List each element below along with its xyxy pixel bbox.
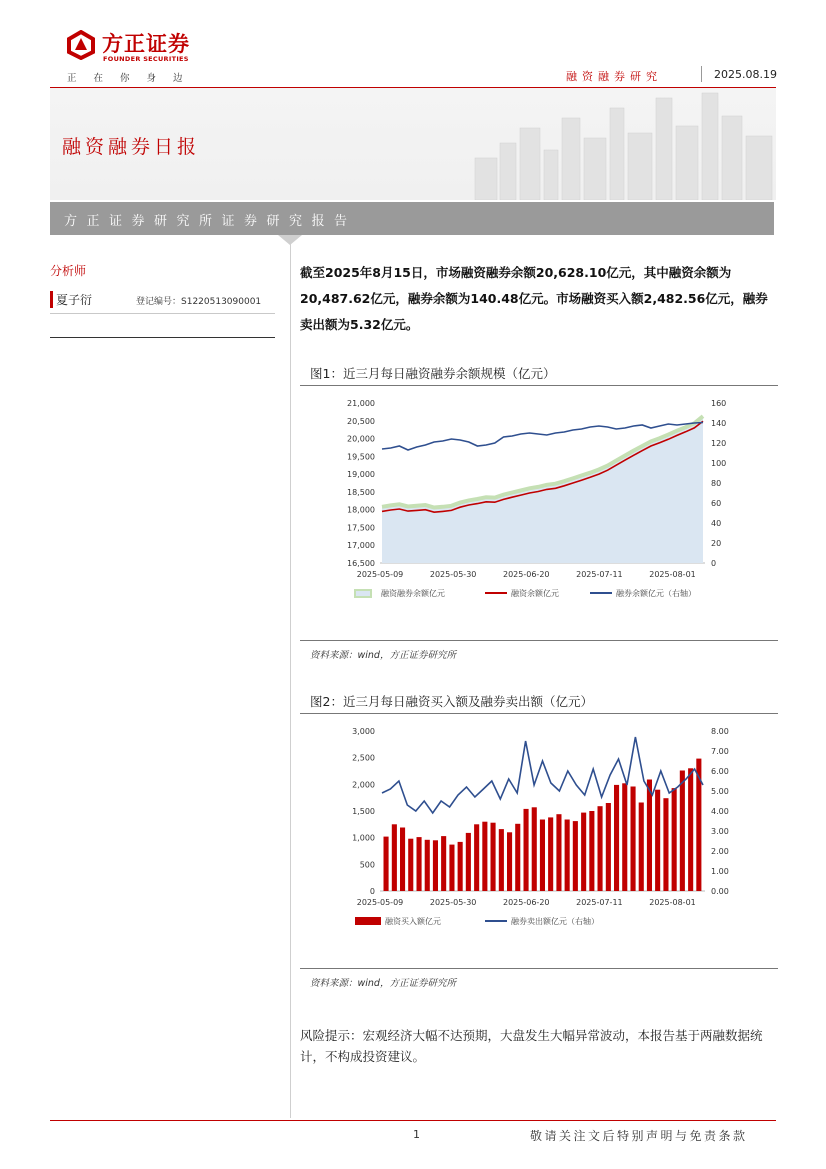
fig2-left-tick-label: 3,000 [352, 727, 375, 736]
analyst-registration: 登记编号：S1220513090001 [136, 297, 262, 307]
figure1-source: 资料来源：wind，方正证券研究所 [310, 650, 456, 661]
fig1-right-tick-label: 140 [711, 419, 727, 428]
figure1-top-rule [300, 385, 778, 386]
fig1-x-tick-label: 2025-06-20 [503, 570, 550, 579]
fig2-bar [466, 833, 471, 891]
fig2-bar [581, 813, 586, 891]
fig2-bar [540, 820, 545, 892]
analyst-name: 夏子衍 [56, 293, 93, 307]
fig2-bar [548, 817, 553, 891]
fig2-left-tick-label: 500 [359, 860, 375, 870]
fig1-x-tick-label: 2025-08-01 [649, 570, 696, 579]
header-separator [701, 66, 702, 82]
fig2-bar [392, 824, 397, 891]
report-category: 融资融券研究 [566, 70, 662, 83]
fig2-bar [400, 828, 405, 892]
fig1-left-tick-label: 16,500 [347, 559, 375, 568]
fig2-bar [507, 832, 512, 891]
fig2-x-tick-label: 2025-05-30 [429, 898, 477, 907]
fig2-right-tick-label: 1.00 [711, 867, 729, 876]
fig2-bar [614, 785, 619, 891]
founder-logo-icon [66, 30, 96, 60]
fig2-bar [589, 811, 594, 891]
fig2-bar [573, 821, 578, 891]
fig1-left-tick-label: 20,000 [347, 434, 375, 444]
figure2-chart [300, 716, 778, 966]
fig2-bar [672, 788, 677, 891]
fig1-right-tick-label: 120 [711, 439, 727, 448]
fig1-left-tick-label: 19,000 [347, 470, 375, 480]
fig2-left-tick-label: 1,000 [352, 833, 375, 843]
fig2-right-tick-label: 2.00 [711, 847, 729, 856]
fig2-left-tick-label: 1,500 [352, 807, 375, 816]
fig1-left-tick-label: 17,500 [347, 523, 375, 533]
logo-english: FOUNDER SECURITIES [103, 55, 189, 63]
analyst-marker [50, 291, 53, 308]
fig2-right-tick-label: 6.00 [711, 767, 729, 776]
fig2-x-tick-label: 2025-08-01 [649, 898, 696, 907]
fig2-right-tick-label: 5.00 [711, 787, 729, 796]
fig2-bar [417, 837, 422, 891]
fig2-x-tick-label: 2025-07-11 [576, 898, 623, 907]
fig2-bar [425, 840, 430, 891]
fig2-series-line [382, 737, 703, 813]
fig2-x-tick-label: 2025-05-09 [356, 898, 404, 907]
fig2-legend-label: 融券卖出额亿元（右轴） [511, 917, 599, 926]
fig2-bar [565, 820, 570, 892]
report-type-text: 方正证券研究所证券研究报告 [64, 214, 357, 229]
fig2-bar [622, 783, 627, 891]
fig2-bar [515, 824, 520, 891]
fig2-bar [433, 840, 438, 891]
analyst-heading: 分析师 [50, 264, 87, 278]
fig1-left-tick-label: 17,000 [347, 541, 375, 551]
fig2-bar [491, 823, 496, 891]
fig1-left-tick-label: 18,000 [347, 505, 375, 515]
fig2-x-tick-label: 2025-06-20 [503, 898, 550, 907]
page-number: 1 [413, 1128, 420, 1141]
fig2-legend-label: 融资买入额亿元 [385, 917, 441, 926]
figure2-top-rule [300, 713, 778, 714]
fig2-right-tick-label: 3.00 [711, 827, 729, 836]
slogan: 正在你身边 [67, 73, 200, 84]
figure2-title: 图2：近三月每日融资买入额及融券卖出额（亿元） [310, 694, 593, 709]
fig2-bar [647, 780, 652, 892]
fig1-x-tick-label: 2025-07-11 [576, 570, 623, 579]
fig1-right-tick-label: 100 [711, 459, 727, 468]
figure1-chart [300, 388, 778, 638]
fig1-left-tick-label: 19,500 [347, 452, 375, 462]
fig1-x-tick-label: 2025-05-09 [356, 570, 404, 579]
fig2-left-tick-label: 0 [369, 887, 375, 896]
fig2-bar [482, 822, 487, 891]
fig2-right-tick-label: 7.00 [711, 747, 729, 756]
fig2-bar [532, 807, 537, 891]
fig2-bar [556, 814, 561, 891]
fig1-left-tick-label: 21,000 [347, 399, 375, 408]
fig2-bar [408, 839, 413, 891]
fig2-bar [458, 842, 463, 891]
fig2-left-tick-label: 2,000 [352, 780, 375, 790]
sidebar-rule [50, 337, 275, 338]
fig2-bar [441, 836, 446, 891]
fig1-right-tick-label: 60 [711, 499, 722, 508]
logo-text: 方正证券 [102, 32, 190, 56]
fig1-left-tick-label: 20,500 [347, 416, 375, 426]
risk-warning: 风险提示：宏观经济大幅不达预期，大盘发生大幅异常波动，本报告基于两融数据统计，不构成投资建议。 [300, 1028, 763, 1064]
fig2-bar [449, 845, 454, 891]
fig2-right-tick-label: 0.00 [711, 887, 729, 896]
fig2-bar [663, 798, 668, 891]
analyst-rule [50, 313, 275, 314]
fig2-bar [680, 771, 685, 892]
fig1-legend-label: 融券余额亿元（右轴） [616, 589, 696, 598]
fig2-bar [606, 803, 611, 891]
fig2-bar [639, 803, 644, 892]
figure2-source: 资料来源：wind，方正证券研究所 [310, 978, 456, 989]
fig2-right-tick-label: 4.00 [711, 807, 729, 816]
fig1-left-tick-label: 18,500 [347, 487, 375, 497]
fig1-right-tick-label: 160 [711, 399, 727, 408]
fig1-legend-label: 融资余额亿元 [511, 589, 559, 598]
fig1-right-tick-label: 20 [711, 539, 722, 548]
fig1-legend-label: 融资融券余额亿元 [381, 589, 445, 598]
fig2-legend-swatch [355, 917, 381, 925]
fig2-bar [474, 824, 479, 891]
fig1-legend-swatch [355, 590, 371, 597]
figure2-bottom-rule [300, 968, 778, 969]
fig2-bar [655, 790, 660, 891]
fig1-x-tick-label: 2025-05-30 [429, 570, 477, 579]
report-title: 融资融券日报 [62, 136, 201, 158]
column-divider [290, 238, 291, 1118]
figure1-title: 图1：近三月每日融资融券余额规模（亿元） [310, 366, 556, 381]
fig2-bar [598, 806, 603, 891]
fig1-right-tick-label: 40 [711, 519, 722, 528]
summary-paragraph: 截至2025年8月15日，市场融资融券余额20,628.10亿元，其中融资余额为20,487.62亿元，融券余额为140.48亿元。市场融资买入额2,482.56亿元，融券卖出额为5.32亿元。 [300, 265, 768, 332]
footer-rule [50, 1120, 776, 1121]
fig2-right-tick-label: 8.00 [711, 727, 729, 736]
footer-disclaimer: 敬请关注文后特别声明与免责条款 [530, 1129, 748, 1143]
fig2-bar [631, 787, 636, 892]
fig2-bar [524, 809, 529, 891]
fig2-bar [499, 829, 504, 891]
fig1-right-tick-label: 0 [711, 559, 717, 568]
fig2-bar [384, 837, 389, 891]
fig1-right-tick-label: 80 [711, 479, 722, 488]
fig2-bar [688, 768, 693, 891]
report-date: 2025.08.19 [714, 68, 777, 81]
fig2-left-tick-label: 2,500 [352, 753, 375, 763]
figure1-bottom-rule [300, 640, 778, 641]
